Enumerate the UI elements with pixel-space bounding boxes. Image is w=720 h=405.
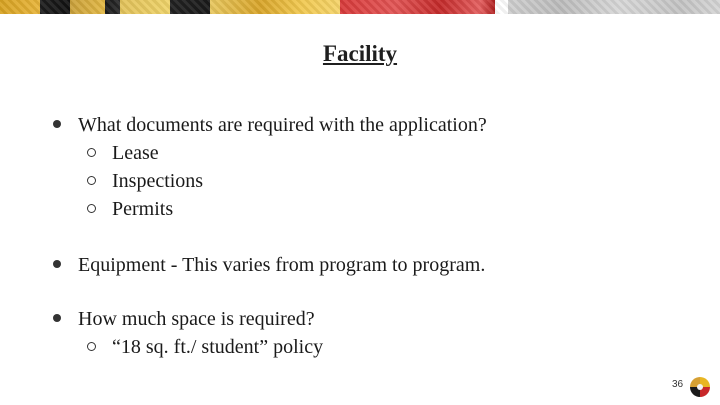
sub-bullet-item xyxy=(87,198,173,221)
sub-bullet-item xyxy=(87,170,203,193)
bullet-dot-icon xyxy=(53,260,61,268)
slide-title: Facility xyxy=(322,41,398,66)
bullet-text: Equipment - This varies from program to program. xyxy=(78,254,486,276)
page-number: 36 xyxy=(672,379,684,390)
bullet-dot-icon xyxy=(53,314,61,322)
bullet-item xyxy=(53,254,485,277)
bullet-dot-icon xyxy=(53,120,61,128)
bullet-text: How much space is required? xyxy=(78,308,315,330)
sub-bullet-circle-icon xyxy=(87,176,96,185)
sub-bullet-circle-icon xyxy=(87,204,96,213)
sub-bullet-item xyxy=(87,336,323,359)
sub-bullet-item xyxy=(87,142,159,165)
sub-bullet-text: Permits xyxy=(112,198,174,220)
sub-bullet-circle-icon xyxy=(87,342,96,351)
seal-logo-icon xyxy=(690,377,710,397)
decorative-banner xyxy=(0,0,720,14)
sub-bullet-text: Lease xyxy=(112,142,159,164)
bullet-item xyxy=(53,308,315,331)
sub-bullet-text: “18 sq. ft./ student” policy xyxy=(112,336,324,358)
bullet-item xyxy=(53,114,487,137)
bullet-text: What documents are required with the application? xyxy=(78,114,487,136)
sub-bullet-text: Inspections xyxy=(112,170,204,192)
sub-bullet-circle-icon xyxy=(87,148,96,157)
